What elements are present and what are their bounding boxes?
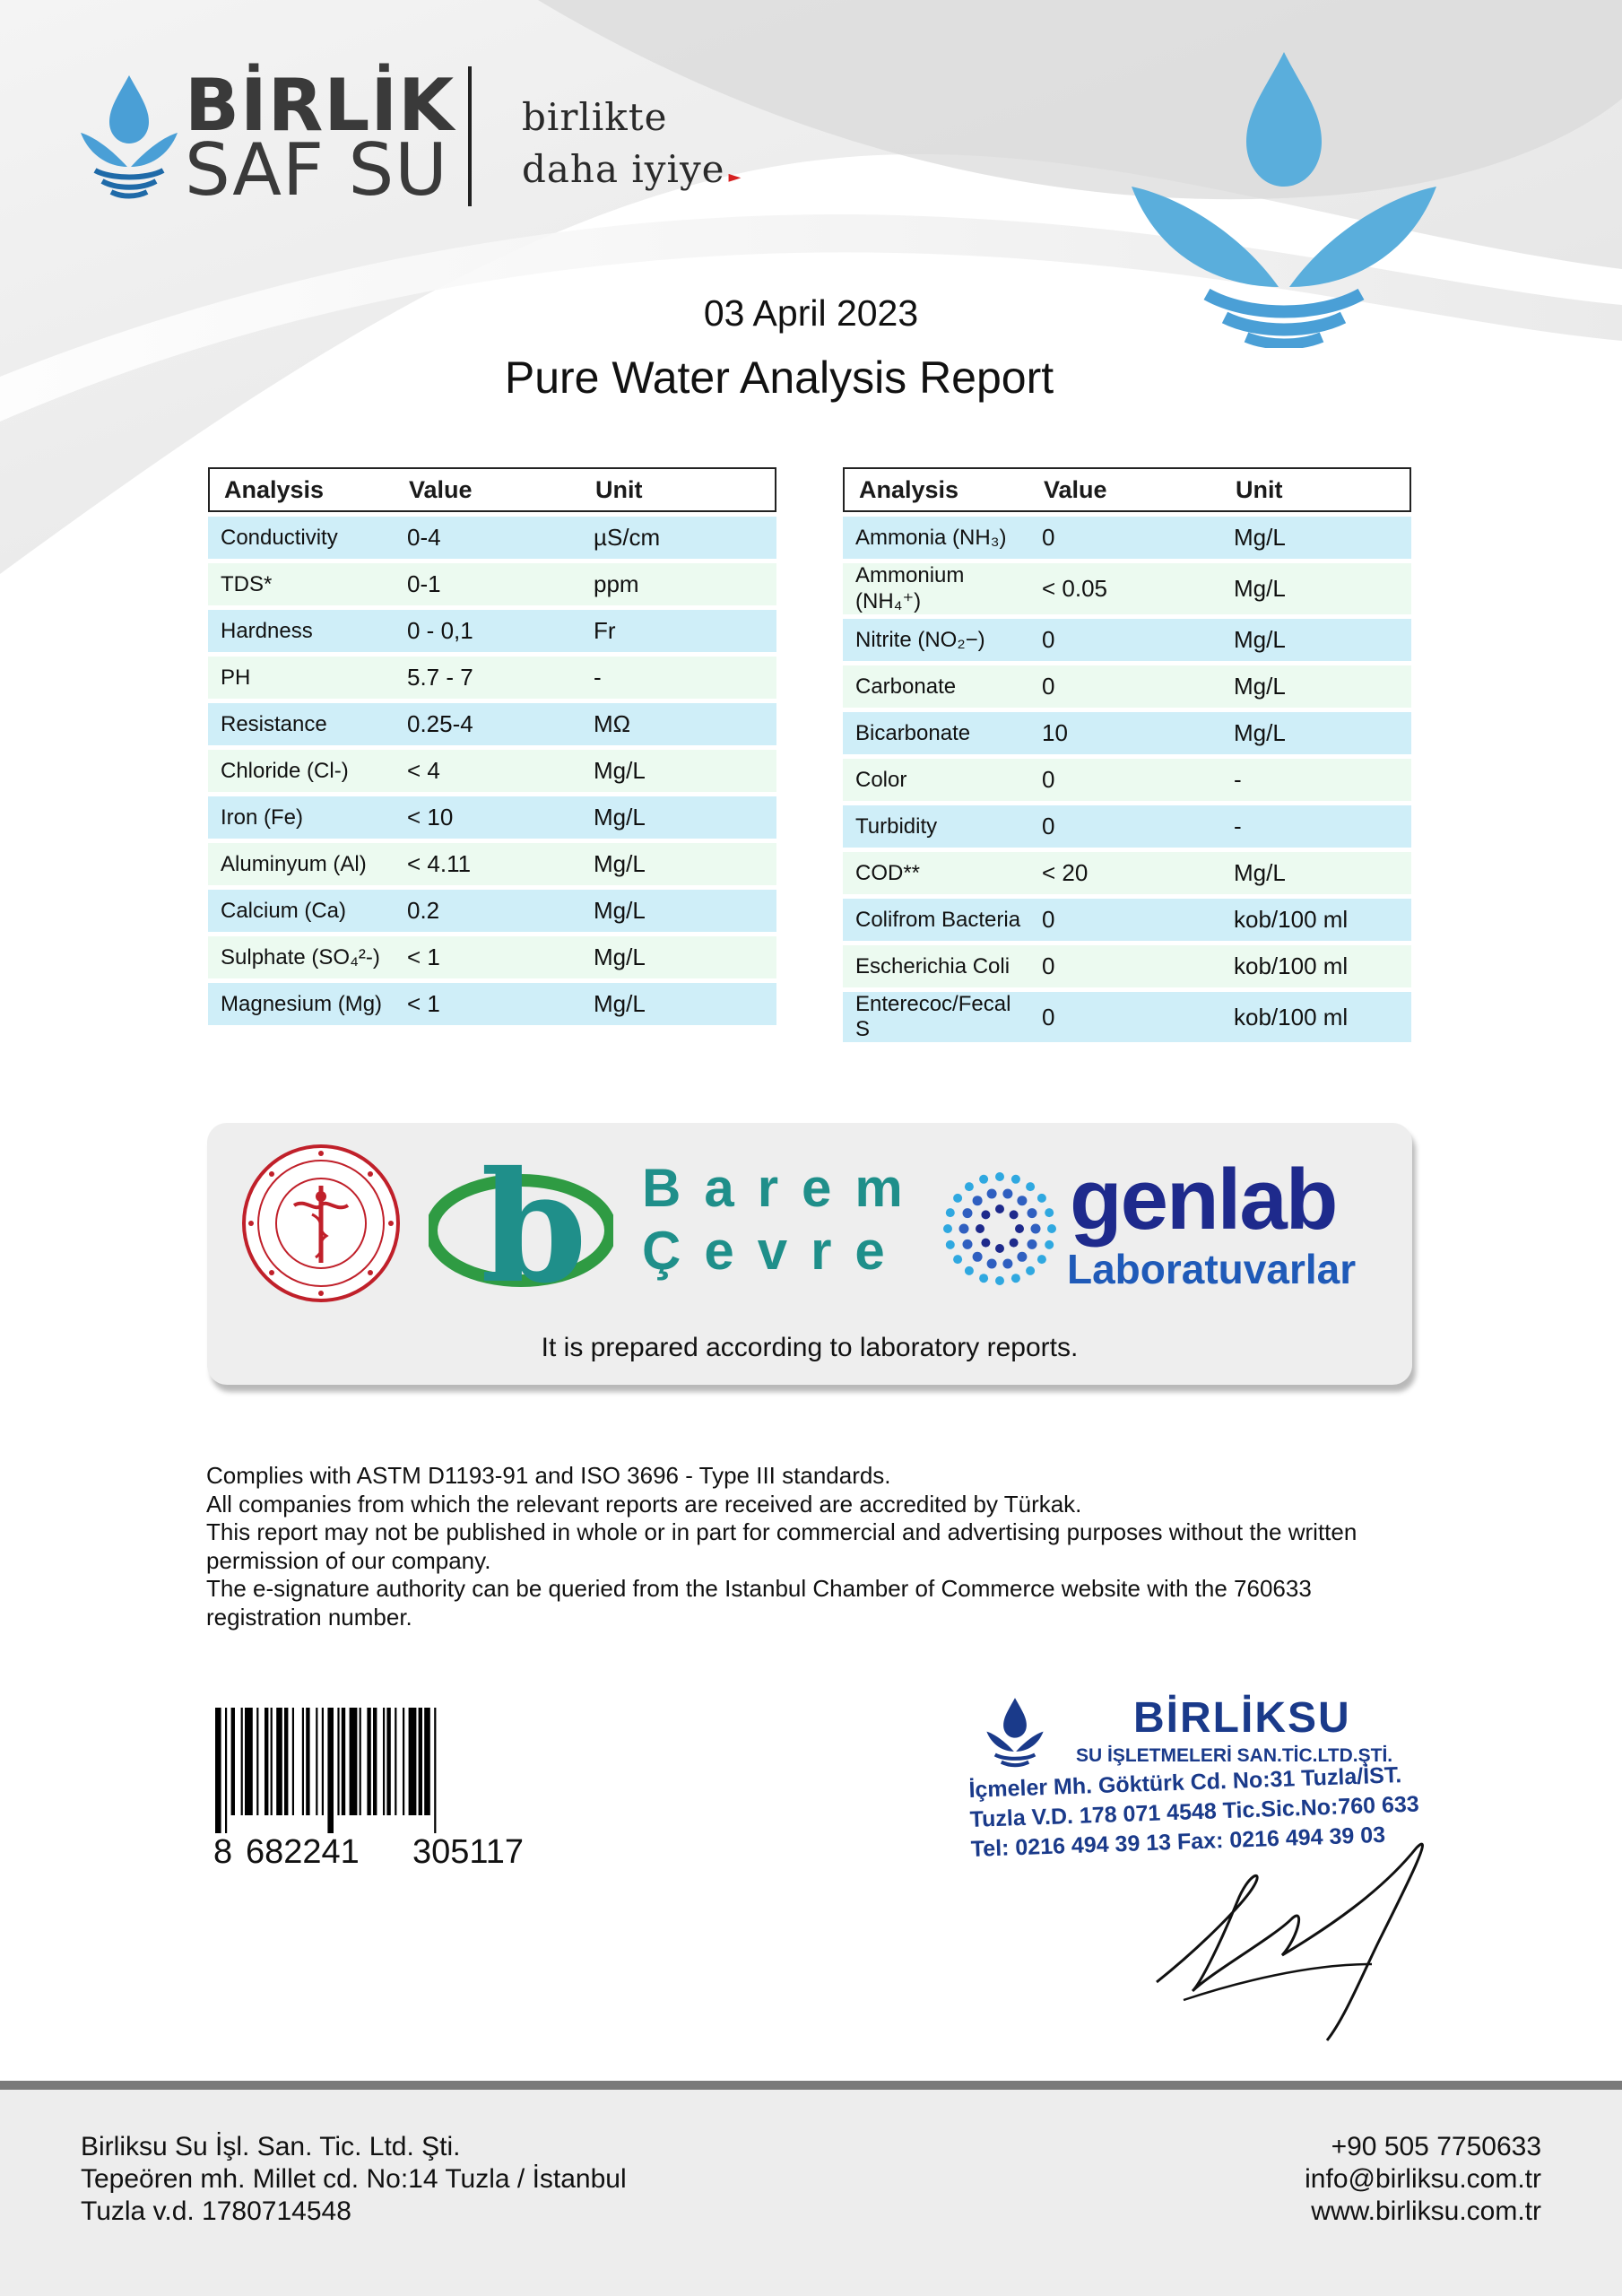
brand-line2: SAF SU: [185, 128, 448, 212]
genlab-name: genlab: [1070, 1152, 1337, 1248]
header-value: Value: [395, 467, 581, 512]
barcode-digit-group1: 682241: [246, 1833, 360, 1871]
cell-analysis: Enterecoc/Fecal S: [843, 992, 1029, 1042]
note-line: Complies with ASTM D1193-91 and ISO 3696 - Type III standards.: [206, 1462, 891, 1489]
cell-analysis: Turbidity: [843, 805, 1029, 848]
cell-value: < 4: [395, 750, 581, 792]
stamp-subtitle: SU İŞLETMELERİ SAN.TİC.LTD.ŞTİ.: [1076, 1745, 1393, 1766]
cell-unit: Mg/L: [581, 750, 776, 792]
cell-unit: µS/cm: [581, 517, 776, 559]
header-analysis: Analysis: [843, 467, 1029, 512]
cell-analysis: Carbonate: [843, 665, 1029, 708]
cell-analysis: Colifrom Bacteria: [843, 899, 1029, 941]
barcode-digits: [213, 1833, 524, 1872]
table-row: [208, 890, 776, 932]
footer-email[interactable]: info@birliksu.com.tr: [1305, 2164, 1541, 2194]
header-unit: Unit: [1221, 467, 1411, 512]
note-line: The e-signature authority can be queried from the Istanbul Chamber of Commerce website with the 760633 registration number.: [206, 1575, 1312, 1631]
note-line: All companies from which the relevant reports are received are accredited by Türkak.: [206, 1490, 1082, 1518]
cell-analysis: Escherichia Coli: [843, 945, 1029, 987]
cell-analysis: Nitrite (NO₂−): [843, 619, 1029, 661]
report-date: 03 April 2023: [703, 292, 919, 334]
table-row: [843, 665, 1411, 708]
cell-analysis: Ammonium (NH₄⁺): [843, 563, 1029, 614]
cell-unit: kob/100 ml: [1221, 945, 1411, 987]
svg-text:b: b: [481, 1157, 587, 1292]
cell-analysis: Chloride (Cl-): [208, 750, 395, 792]
analysis-table-left: [208, 463, 776, 1030]
cell-unit: MΩ: [581, 703, 776, 745]
table-row: [843, 759, 1411, 801]
barem-b-logo-icon: [429, 1157, 613, 1292]
water-drop-logo-icon: [75, 74, 183, 199]
cell-unit: Mg/L: [1221, 563, 1411, 614]
cell-value: 0: [1029, 619, 1221, 661]
cell-value: 5.7 - 7: [395, 657, 581, 699]
cell-unit: Mg/L: [1221, 619, 1411, 661]
cell-unit: -: [1221, 759, 1411, 801]
cell-value: 0: [1029, 759, 1221, 801]
header-analysis: Analysis: [208, 467, 395, 512]
stamp-line: Tuzla V.D. 178 071 4548 Tic.Sic.No:760 633: [969, 1791, 1420, 1832]
table-body-right: [843, 517, 1411, 1042]
cell-value: 0-1: [395, 563, 581, 605]
table-row: [843, 619, 1411, 661]
stamp-logo-icon: [983, 1697, 1047, 1770]
cell-value: 0: [1029, 665, 1221, 708]
cell-value: < 1: [395, 983, 581, 1025]
cell-unit: Mg/L: [1221, 517, 1411, 559]
cell-analysis: Hardness: [208, 610, 395, 652]
compliance-notes: [206, 1462, 1462, 1631]
cell-unit: ppm: [581, 563, 776, 605]
cell-value: < 1: [395, 936, 581, 978]
table-row: [208, 796, 776, 839]
arrow-icon: ►: [728, 168, 742, 187]
table-row: [843, 712, 1411, 754]
table-row: [843, 992, 1411, 1042]
brand-name: [185, 64, 455, 212]
footer-phone[interactable]: +90 505 7750633: [1331, 2132, 1541, 2161]
cell-analysis: Color: [843, 759, 1029, 801]
cell-value: 0.25-4: [395, 703, 581, 745]
cell-value: 0: [1029, 517, 1221, 559]
slogan-line1: birlikte: [522, 95, 668, 139]
genlab-dots-logo-icon: [932, 1164, 1067, 1293]
slogan-line2: daha iyiye: [522, 147, 725, 191]
cell-value: < 10: [395, 796, 581, 839]
cell-unit: Fr: [581, 610, 776, 652]
cell-value: < 0.05: [1029, 563, 1221, 614]
stamp-company: BİRLİKSU: [1133, 1694, 1351, 1742]
stamp-line: İçmeler Mh. Göktürk Cd. No:31 Tuzla/İST.: [968, 1762, 1402, 1803]
table-body-left: [208, 517, 776, 1025]
cell-unit: Mg/L: [581, 843, 776, 885]
cell-value: 0: [1029, 899, 1221, 941]
cell-value: 0: [1029, 992, 1221, 1042]
report-title: Pure Water Analysis Report: [504, 352, 1054, 403]
barem-cevre-text: [642, 1157, 926, 1283]
cell-analysis: TDS*: [208, 563, 395, 605]
cell-unit: kob/100 ml: [1221, 992, 1411, 1042]
cell-analysis: Bicarbonate: [843, 712, 1029, 754]
table-row: [843, 563, 1411, 614]
footer-address: Tepeören mh. Millet cd. No:14 Tuzla / İstanbul: [81, 2164, 627, 2194]
footer-company-info: [81, 2131, 627, 2228]
table-row: [843, 805, 1411, 848]
cell-value: 0-4: [395, 517, 581, 559]
genlab-subtitle: Laboratuvarlar: [1067, 1246, 1357, 1292]
table-row: [843, 517, 1411, 559]
cell-unit: Mg/L: [581, 890, 776, 932]
cell-value: < 4.11: [395, 843, 581, 885]
cell-unit: Mg/L: [1221, 852, 1411, 894]
cell-analysis: Sulphate (SO₄²-): [208, 936, 395, 978]
cell-analysis: Calcium (Ca): [208, 890, 395, 932]
cell-value: 0.2: [395, 890, 581, 932]
header-value: Value: [1029, 467, 1221, 512]
barcode-digit-first: 8: [213, 1833, 233, 1871]
stamp-line: Tel: 0216 494 39 13 Fax: 0216 494 39 03: [970, 1822, 1386, 1862]
cell-unit: Mg/L: [581, 936, 776, 978]
cell-unit: Mg/L: [1221, 665, 1411, 708]
cell-value: < 20: [1029, 852, 1221, 894]
barem-line2: Çevre: [642, 1221, 908, 1281]
prepared-caption: It is prepared according to laboratory reports.: [541, 1333, 1079, 1362]
cell-unit: Mg/L: [1221, 712, 1411, 754]
table-row: [208, 983, 776, 1025]
cell-value: 0: [1029, 805, 1221, 848]
health-ministry-seal-icon: [240, 1143, 402, 1304]
barem-line1: Barem: [642, 1158, 926, 1218]
barcode: [215, 1708, 556, 1833]
table-row: [208, 936, 776, 978]
footer-divider: [0, 2081, 1622, 2090]
footer-contact-info: [1305, 2131, 1541, 2228]
table-row: [208, 657, 776, 699]
cell-unit: kob/100 ml: [1221, 899, 1411, 941]
table-header-row: [843, 467, 1411, 512]
cell-analysis: Ammonia (NH₃): [843, 517, 1029, 559]
table-row: [208, 610, 776, 652]
footer-website[interactable]: www.birliksu.com.tr: [1311, 2196, 1541, 2226]
cell-unit: -: [581, 657, 776, 699]
cell-analysis: Resistance: [208, 703, 395, 745]
cell-value: 10: [1029, 712, 1221, 754]
cell-unit: Mg/L: [581, 983, 776, 1025]
cell-analysis: PH: [208, 657, 395, 699]
cell-analysis: Iron (Fe): [208, 796, 395, 839]
footer-tax: Tuzla v.d. 1780714548: [81, 2196, 351, 2226]
table-row: [208, 563, 776, 605]
table-row: [208, 750, 776, 792]
note-line: This report may not be published in whole or in part for commercial and advertising purposes without the written permission of our company.: [206, 1518, 1357, 1574]
cell-analysis: Aluminyum (Al): [208, 843, 395, 885]
cell-analysis: COD**: [843, 852, 1029, 894]
table-row: [843, 852, 1411, 894]
cell-analysis: Conductivity: [208, 517, 395, 559]
cell-analysis: Magnesium (Mg): [208, 983, 395, 1025]
table-row: [843, 945, 1411, 987]
header-unit: Unit: [581, 467, 776, 512]
cell-unit: Mg/L: [581, 796, 776, 839]
brand-line1: BİRLİK: [185, 64, 455, 147]
analysis-table-right: [843, 463, 1411, 1047]
table-row: [208, 703, 776, 745]
footer-company: Birliksu Su İşl. San. Tic. Ltd. Şti.: [81, 2132, 461, 2161]
cell-value: 0 - 0,1: [395, 610, 581, 652]
table-row: [208, 517, 776, 559]
cell-value: 0: [1029, 945, 1221, 987]
header-divider: [468, 66, 472, 206]
table-row: [843, 899, 1411, 941]
barcode-digit-group2: 305117: [412, 1833, 524, 1871]
slogan: [522, 91, 742, 204]
signature: [1148, 1830, 1444, 2045]
cell-unit: -: [1221, 805, 1411, 848]
table-header-row: [208, 467, 776, 512]
table-row: [208, 843, 776, 885]
